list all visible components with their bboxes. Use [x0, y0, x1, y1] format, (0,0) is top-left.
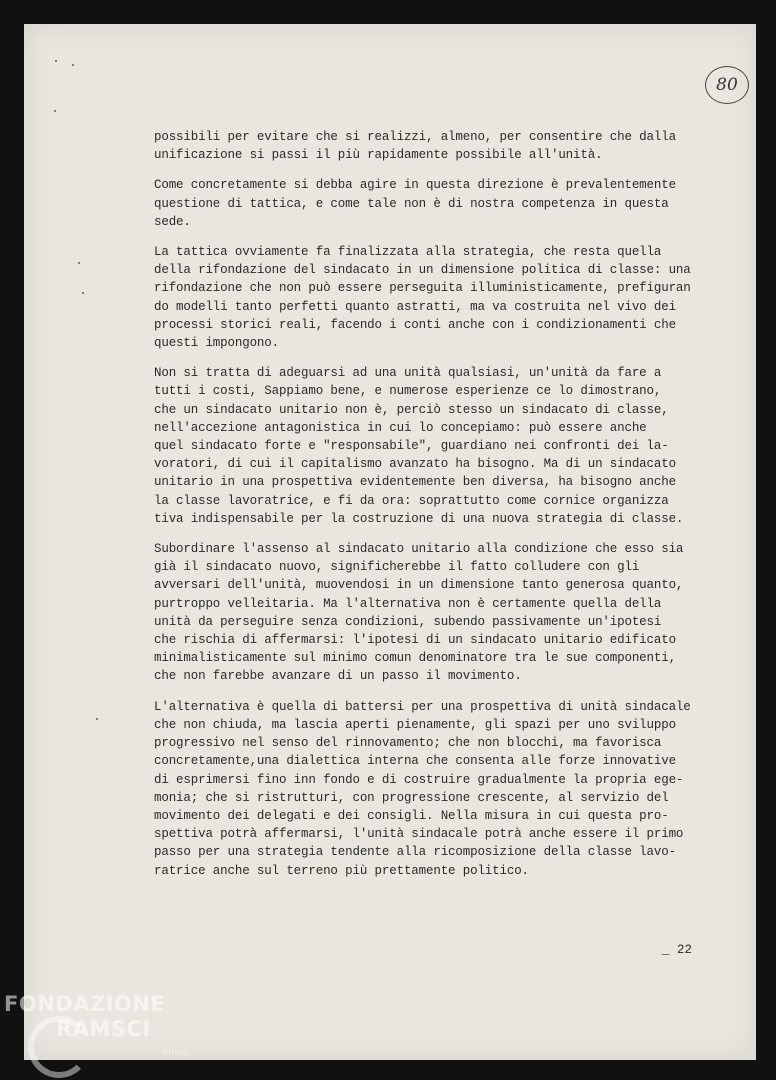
text-line: che non farebbe avanzare di un passo il movimento.: [154, 669, 522, 684]
text-line: progressivo nel senso del rinnovamento; che non blocchi, ma favorisca: [154, 736, 662, 751]
g-logo-icon: [28, 1016, 90, 1078]
text-line: di esprimersi fino inn fondo e di costruire gradualmente la propria ege-: [154, 772, 684, 787]
text-line: rifondazione che non può essere perseguita illuministicamente, prefiguran: [154, 281, 691, 296]
text-line: che un sindacato unitario non è, perciò stesso un sindacato di classe,: [154, 402, 669, 417]
handwritten-page-annotation: 80: [705, 66, 749, 104]
page-number: _ 22: [662, 943, 693, 957]
text-line: sede.: [154, 214, 191, 229]
paper-speck: [96, 718, 98, 720]
text-line: della rifondazione del sindacato in un dimensione politica di classe: una: [154, 263, 691, 278]
text-line: tiva indispensabile per la costruzione di una nuova strategia di classe.: [154, 511, 684, 526]
paper-speck: [55, 60, 57, 62]
paragraph: [154, 540, 694, 686]
text-line: L'alternativa è quella di battersi per una prospettiva di unità sindacale: [154, 699, 691, 714]
paragraph: [154, 698, 694, 880]
text-line: Come concretamente si debba agire in questa direzione è prevalentemente: [154, 178, 676, 193]
paragraph: [154, 128, 694, 164]
text-line: unità da perseguire senza condizioni, subendo passivamente un'ipotesi: [154, 614, 662, 629]
text-line: unificazione si passi il più rapidamente possibile all'unità.: [154, 148, 603, 163]
text-line: movimento dei delegati e dei consigli. Nella misura in cui questa pro-: [154, 808, 669, 823]
text-line: ratrice anche sul terreno più prettamente politico.: [154, 863, 529, 878]
text-line: La tattica ovviamente fa finalizzata alla strategia, che resta quella: [154, 245, 662, 260]
text-line: monia; che si ristrutturi, con progressione crescente, al servizio del: [154, 790, 669, 805]
watermark-line2: RAMSCI: [56, 1017, 151, 1041]
paper-speck: [72, 64, 74, 66]
text-line: spettiva potrà affermarsi, l'unità sindacale potrà anche essere il primo: [154, 827, 684, 842]
text-line: passo per una strategia tendente alla ricomposizione della classe lavo-: [154, 845, 676, 860]
text-line: questione di tattica, e come tale non è di nostra competenza in questa: [154, 196, 669, 211]
text-line: nell'accezione antagonistica in cui lo concepiamo: può essere anche: [154, 420, 647, 435]
text-line: avversari dell'unità, muovendosi in un dimensione tanto generosa quanto,: [154, 578, 684, 593]
paragraph: [154, 243, 694, 352]
paragraph: [154, 364, 694, 528]
text-line: la classe lavoratrice, e fi da ora: soprattutto come cornice organizza: [154, 493, 669, 508]
paragraph: [154, 176, 694, 231]
text-line: voratori, di cui il capitalismo avanzato ha bisogno. Ma di un sindacato: [154, 457, 676, 472]
text-line: tutti i costi, Sappiamo bene, e numerose esperienze ce lo dimostrano,: [154, 384, 662, 399]
watermark-onlus: onlus: [162, 1047, 189, 1058]
paper-speck: [78, 262, 80, 264]
text-line: do modelli tanto perfetti quanto astratti, ma va costruita nel vivo dei: [154, 299, 676, 314]
document-body: [154, 128, 694, 892]
text-line: processi storici reali, facendo i conti anche con i condizionamenti che: [154, 317, 676, 332]
text-line: concretamente,una dialettica interna che consenta alle forze innovative: [154, 754, 676, 769]
text-line: Non si tratta di adeguarsi ad una unità qualsiasi, un'unità da fare a: [154, 366, 662, 381]
fondazione-gramsci-watermark: [4, 992, 189, 1058]
text-line: possibili per evitare che si realizzi, almeno, per consentire che dalla: [154, 130, 676, 144]
text-line: già il sindacato nuovo, significherebbe il fatto colludere con gli: [154, 560, 640, 575]
text-line: minimalisticamente sul minimo comun denominatore tra le sue componenti,: [154, 651, 676, 666]
text-line: questi impongono.: [154, 336, 279, 351]
text-line: che non chiuda, ma lascia aperti pienamente, gli spazi per uno sviluppo: [154, 717, 676, 732]
text-line: unitario in una prospettiva evidentemente ben diversa, ha bisogno anche: [154, 475, 676, 490]
text-line: che rischia di affermarsi: l'ipotesi di un sindacato unitario edificato: [154, 633, 676, 648]
paper-speck: [54, 110, 56, 112]
watermark-line1: FONDAZIONE: [4, 992, 166, 1016]
paper-speck: [82, 292, 84, 294]
text-line: purtroppo velleitaria. Ma l'alternativa non è certamente quella della: [154, 596, 662, 611]
text-line: quel sindacato forte e "responsabile", guardiano nei confronti dei la-: [154, 439, 669, 454]
text-line: Subordinare l'assenso al sindacato unitario alla condizione che esso sia: [154, 542, 684, 557]
